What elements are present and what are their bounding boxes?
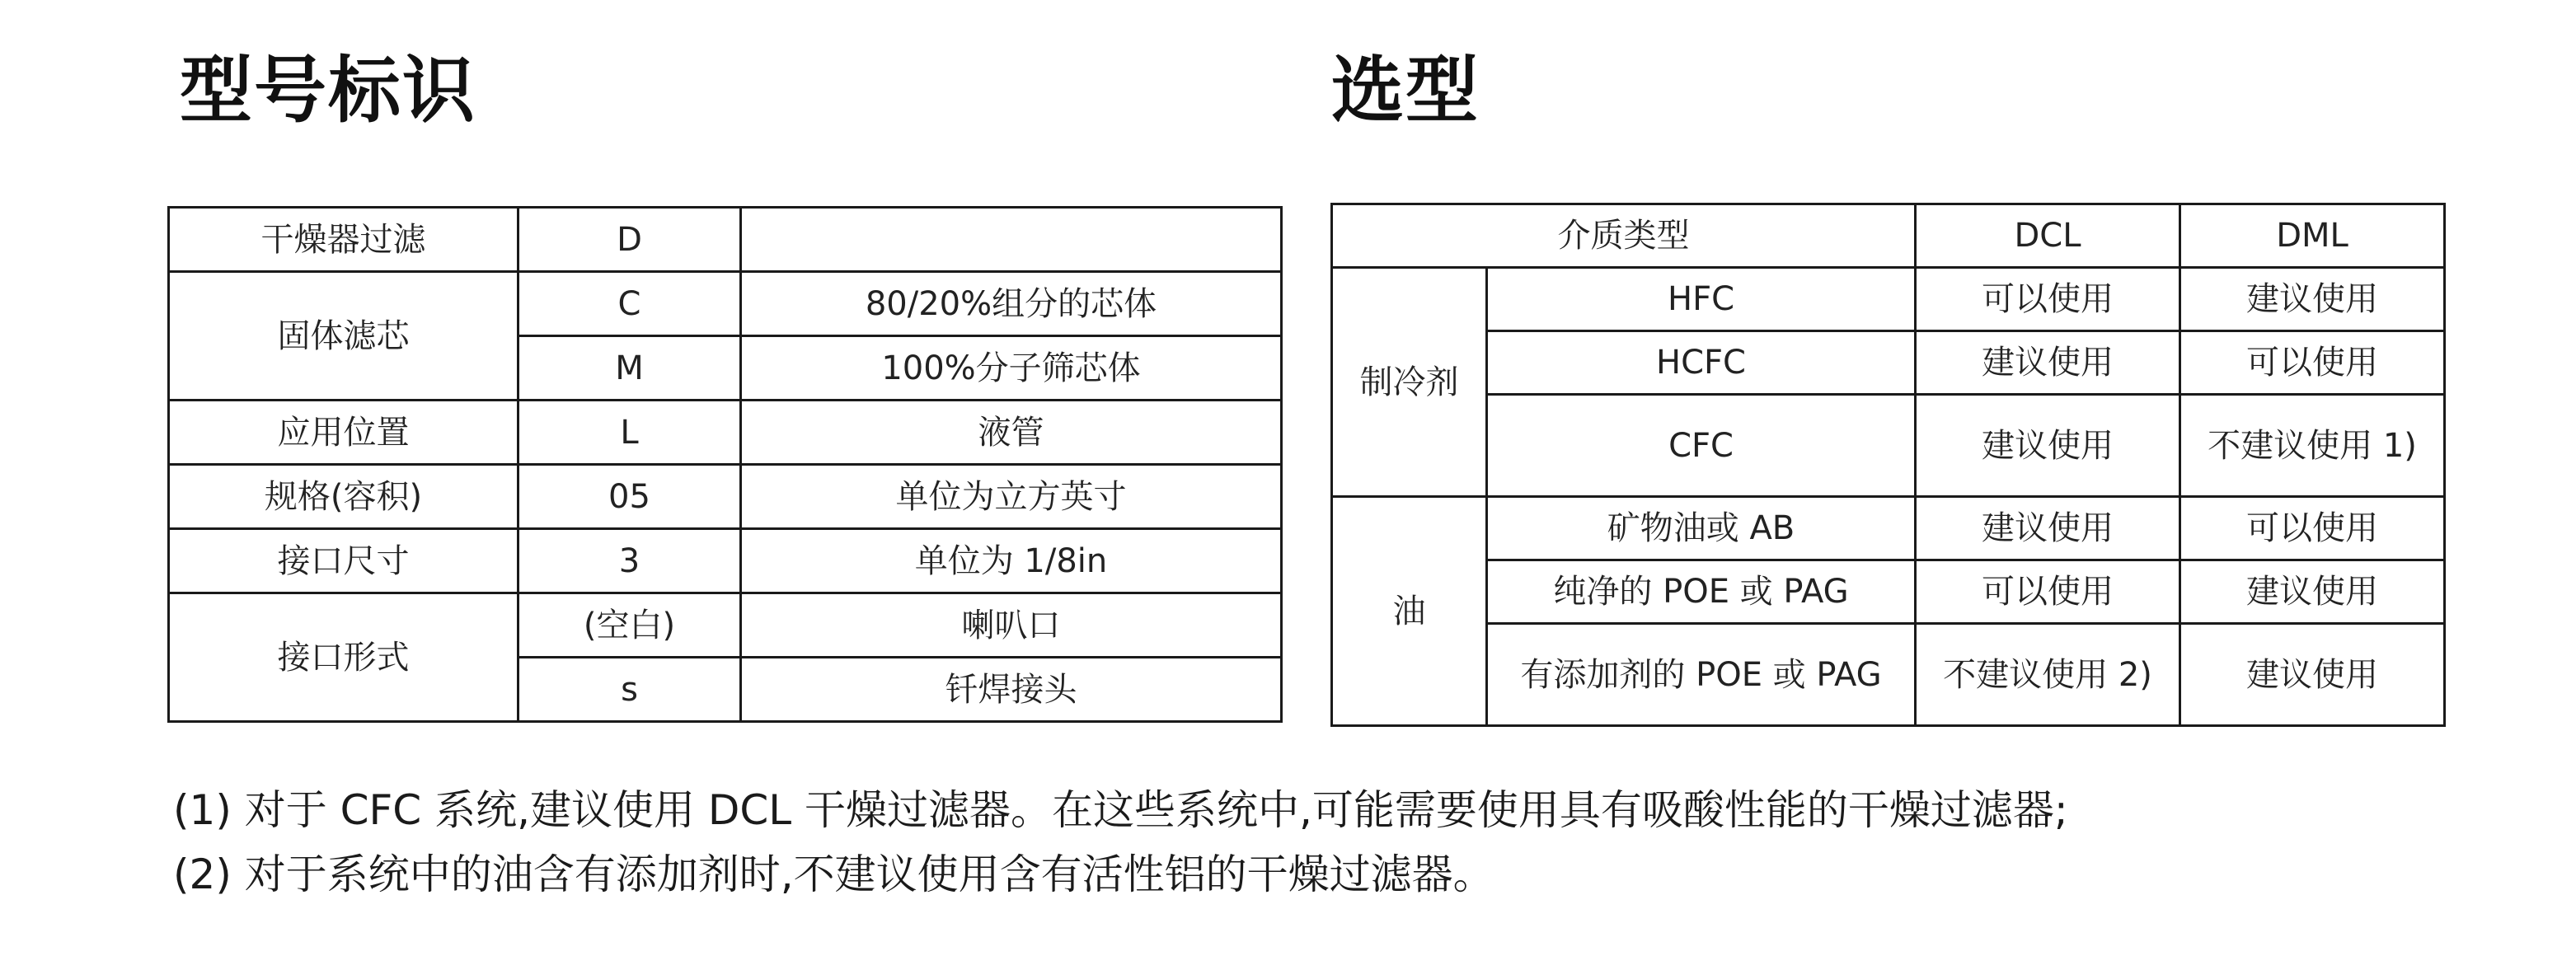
dml-value: 可以使用 [2180,331,2445,395]
dml-value: 不建议使用 1) [2180,395,2445,497]
group-label-refrigerant: 制冷剂 [1332,268,1487,497]
table-row [1332,268,2445,331]
model-field-code: (空白) [518,593,741,658]
group-label-oil: 油 [1332,497,1487,726]
header-dml: DML [2180,204,2445,268]
model-code-table [167,206,1283,723]
model-field-code: C [518,272,741,336]
dcl-value: 可以使用 [1916,560,2180,624]
model-field-desc: 100%分子筛芯体 [741,336,1282,401]
table-row [169,465,1282,529]
medium-item: CFC [1487,395,1916,497]
model-field-code: L [518,401,741,465]
table-row [169,208,1282,272]
table-row [169,401,1282,465]
medium-item: 有添加剂的 POE 或 PAG [1487,624,1916,726]
selection-title: 选型 [1331,48,1480,133]
table-row [1332,624,2445,726]
dcl-value: 不建议使用 2) [1916,624,2180,726]
medium-item: 纯净的 POE 或 PAG [1487,560,1916,624]
footnote-2: (2) 对于系统中的油含有添加剂时,不建议使用含有活性铝的干燥过滤器。 [173,850,1494,898]
dcl-value: 可以使用 [1916,268,2180,331]
model-field-code: s [518,658,741,722]
table-row [169,593,1282,658]
dcl-value: 建议使用 [1916,497,2180,560]
model-field-desc: 单位为 1/8in [741,529,1282,593]
model-field-desc: 液管 [741,401,1282,465]
model-field-desc: 喇叭口 [741,593,1282,658]
header-medium-type: 介质类型 [1332,204,1916,268]
model-field-name: 固体滤芯 [169,272,518,401]
model-field-name: 干燥器过滤 [169,208,518,272]
footnote-1: (1) 对于 CFC 系统,建议使用 DCL 干燥过滤器。在这些系统中,可能需要使用具有吸酸性能的干燥过滤器; [173,786,2068,834]
table-row [169,529,1282,593]
model-code-title: 型号标识 [180,48,477,133]
table-header-row [1332,204,2445,268]
medium-item: 矿物油或 AB [1487,497,1916,560]
table-row [169,272,1282,336]
model-field-desc: 钎焊接头 [741,658,1282,722]
model-field-name: 接口形式 [169,593,518,722]
dml-value: 建议使用 [2180,624,2445,726]
model-field-desc: 80/20%组分的芯体 [741,272,1282,336]
medium-item: HCFC [1487,331,1916,395]
selection-table [1330,203,2446,727]
model-field-desc: 单位为立方英寸 [741,465,1282,529]
dml-value: 可以使用 [2180,497,2445,560]
header-dcl: DCL [1916,204,2180,268]
dcl-value: 建议使用 [1916,395,2180,497]
medium-item: HFC [1487,268,1916,331]
footnotes [173,779,2068,907]
model-field-code: M [518,336,741,401]
table-row [1332,395,2445,497]
dml-value: 建议使用 [2180,268,2445,331]
table-row [1332,331,2445,395]
model-field-code: D [518,208,741,272]
model-field-desc [741,208,1282,272]
dcl-value: 建议使用 [1916,331,2180,395]
model-field-code: 05 [518,465,741,529]
dml-value: 建议使用 [2180,560,2445,624]
table-row [1332,497,2445,560]
model-field-code: 3 [518,529,741,593]
model-field-name: 接口尺寸 [169,529,518,593]
model-field-name: 应用位置 [169,401,518,465]
model-field-name: 规格(容积) [169,465,518,529]
table-row [1332,560,2445,624]
